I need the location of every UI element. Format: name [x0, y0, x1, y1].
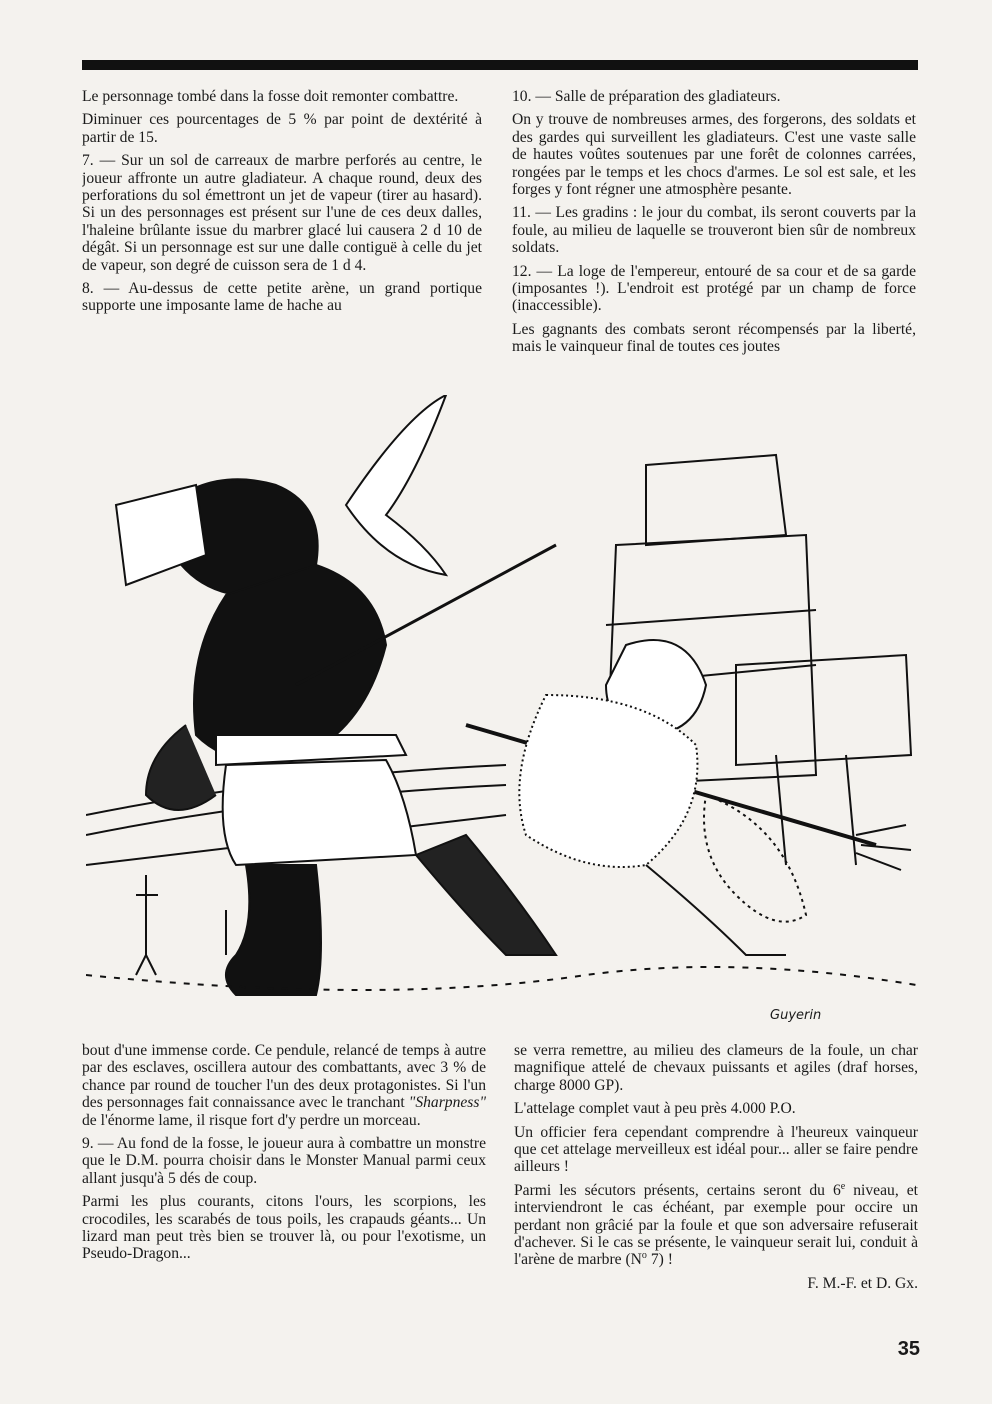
paragraph: On y trouve de nombreuses armes, des forgerons, des soldats et des gardes qui surveillent les gladiateurs. C'est une vaste salle de hautes voûtes soutenues par une forêt de colonnes carrées, rongées par le temps et les chocs d'armes. Le sol est sale, et les forges y font régner une atmosphère pesante. [512, 111, 916, 199]
text-run: de l'énorme lame, il risque fort d'y perdre un morceau. [82, 1111, 421, 1129]
gladiator-illustration [86, 395, 916, 1035]
text-run: 7) ! [646, 1251, 673, 1269]
text-run: niveau, et interviendront le cas échéant, par exemple pour occire un perdant non grâcié par la foule et que son adversaire refuserait d'achever. Si le cas se présente, le vainqueur serait lui, conduit à l'arène de marbre (N [514, 1181, 918, 1269]
paragraph-item-7: 7. — Sur un sol de carreaux de marbre perforés au centre, le joueur affronte un autre gladiateur. A chaque round, deux des perforations du sol émettront un jet de vapeur (tirer au hasard). Si un des personnages est présent sur l'une de ces deux dalles, l'haleine brûlante issue du marbrer glacé lui causera 2 d 10 de dégât. Si un personnage est sur une dalle contiguë à celle du jet de vapeur, son degré de cuisson sera de 1 d 4. [82, 152, 482, 274]
author-signature: F. M.-F. et D. Gx. [807, 1274, 918, 1292]
text-run: bout d'une immense corde. Ce pendule, relancé de temps à autre par des esclaves, oscillera autour des combattants, avec 3 % de chance par round de toucher l'un des deux protagonistes. Si l'un des personnages fait connaissance avec le tranchant [82, 1042, 486, 1112]
paragraph-item-9: 9. — Au fond de la fosse, le joueur aura à combattre un monstre que le D.M. pourra choisir dans le Monster Manual parmi ceux allant jusqu'à 5 dés de coup. [82, 1135, 486, 1187]
top-rule [82, 60, 918, 70]
paragraph: Les gagnants des combats seront récompensés par la liberté, mais le vainqueur final de toutes ces joutes [512, 320, 916, 356]
column-top-left [82, 88, 482, 378]
paragraph: Le personnage tombé dans la fosse doit remonter combattre. [82, 88, 459, 105]
paragraph [514, 1182, 918, 1269]
text-run: Parmi les sécutors présents, certains seront du 6 [514, 1181, 841, 1199]
paragraph-item-12: 12. — La loge de l'empereur, entouré de sa cour et de sa garde (imposantes !). L'endroit est protégé par un champ de force (inaccessible). [512, 262, 916, 315]
superscript: e [840, 1180, 846, 1192]
paragraph-item-8: 8. — Au-dessus de cette petite arène, un grand portique supporte une imposante lame de hache au [82, 280, 482, 315]
paragraph-item-11: 11. — Les gradins : le jour du combat, ils seront couverts par la foule, au milieu de laquelle se trouveront bien sûr de nombreux soldats. [512, 204, 916, 257]
paragraph-item-10: 10. — Salle de préparation des gladiateurs. [512, 88, 781, 105]
column-bottom-right [514, 1042, 918, 1332]
column-bottom-left [82, 1042, 486, 1332]
paragraph: se verra remettre, au milieu des clameurs de la foule, un char magnifique attelé de chevaux puissants et agiles (draf horses, charge 8000 GP). [514, 1042, 918, 1094]
paragraph: Parmi les plus courants, citons l'ours, les scorpions, les crocodiles, les scarabés de tous poils, les crapauds géants... Un lizard man peut très bien se trouver là, ou pour l'exotisme, un Pseudo-Dragon... [82, 1193, 486, 1263]
superscript: o [641, 1250, 647, 1262]
artist-signature: Guyerin [770, 1008, 822, 1023]
emphasis: "Sharpness" [408, 1094, 486, 1112]
paragraph: Un officier fera cependant comprendre à l'heureux vainqueur que cet attelage merveilleux est idéal pour... aller se faire pendre ailleurs ! [514, 1123, 918, 1176]
paragraph: L'attelage complet vaut à peu près 4.000 P.O. [514, 1100, 796, 1118]
paragraph [82, 1042, 486, 1129]
paragraph: Diminuer ces pourcentages de 5 % par point de dextérité à partir de 15. [82, 111, 482, 146]
column-top-right [512, 88, 916, 378]
page-number: 35 [897, 1338, 920, 1360]
